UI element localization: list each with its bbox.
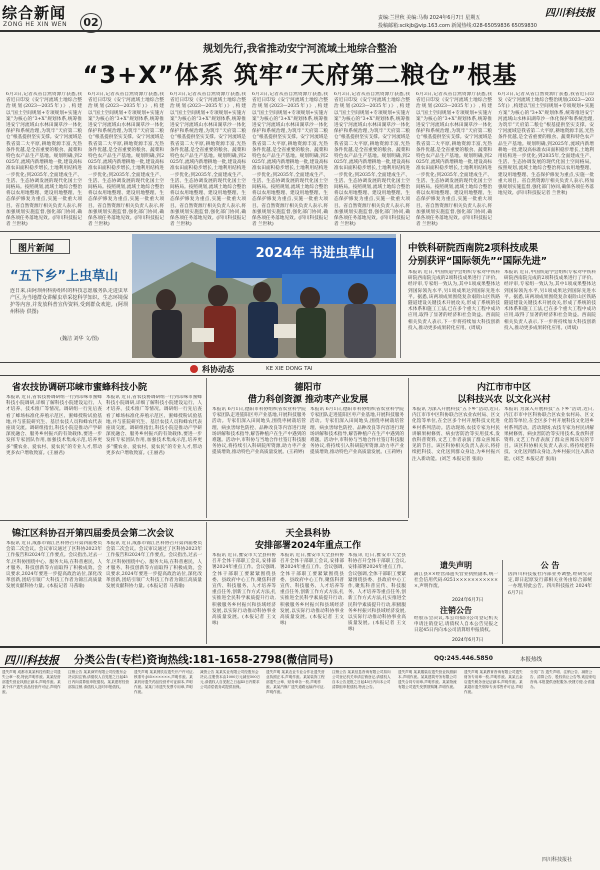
cancel-notice-title: 注销公告 — [440, 606, 472, 615]
article-1-body-col-1: 本报讯 近日,省农技协调研组一行到邛崃市蜜蜂科技小院调研,详细了解科技小院建设运行、人才培养、技术推广等情况。调研组一行先后查看了蜂场标准化养殖示范区、蜜蜂授粉试验基地,并与驻院研究生、基层农技人员和蜂农代表座谈交流。调研组指出,科技小院是推动产学研深度融合、服务乡村振兴的有效载体,要进一步发挥专家团队作用,加强技术集成示范,培养更多“懂农业、爱农村、爱农民”的专业人才,带动更多农户增收致富。(王丽君) — [6, 395, 102, 456]
loss-notice-body: 蒲江县××经营部遗失营业执照副本,统一社会信用代码:9251××××××××××××,声明作废。 — [414, 572, 498, 590]
section-title: 综合新闻 — [2, 4, 67, 22]
article-2-title: 德阳市 — [294, 383, 322, 393]
lead-headline: “3+X”体系 筑牢“天府第二粮仓”根基 — [82, 61, 518, 89]
news-photo — [132, 234, 396, 358]
divider — [400, 234, 401, 358]
crec-body-col-2: 本报讯 近日,中国铁道学会组织专家对中铁科研院西南院完成的2项科技成果进行了评价。经评审,专家组一致认为,其中1项成果整体达到国际领先水平,另1项成果达到国际先进水平。据悉,该两项成果围绕复杂艰险山区铁路隧道建设关键技术开展攻关,形成了系统的技术体系和施工工法,已在多个重大工程中成功应用,取得了显著的经济和社会效益。西南院相关负责人表示,下一步将持续加大科技创新投入,推动更多成果转化应用。(周斌) — [504, 270, 596, 331]
classified-grid — [2, 670, 598, 866]
article-1-title: 省农技协调研邛崃市蜜蜂科技小院 — [12, 383, 148, 393]
classified-column: 注销公告 某某信息咨询有限公司拟向公司登记机关申请注销登记,请债权人自本公告见报之日起45日内向本公司清算组申报债权,特此公告。 — [332, 670, 391, 689]
announce-body: 因四川科技报社内部业务调整,经研究决定,即日起原发行部相关业务由综合部统一办理,特此公告。四川科技报社 2024年6月7日 — [508, 572, 592, 596]
cancel-notice-body: 经股东会决议,本公司拟向公司登记机关申请注销登记,请债权人自本公告见报之日起45日内向本公司清算组申报债权。 — [414, 616, 498, 634]
crec-headline-1: 中铁科研院西南院2项科技成果 — [408, 243, 539, 254]
loss-notice-box — [412, 560, 500, 644]
crec-body-col-1: 本报讯 近日,中国铁道学会组织专家对中铁科研院西南院完成的2项科技成果进行了评价。经评审,专家组一致认为,其中1项成果整体达到国际领先水平,另1项成果达到国际先进水平。据悉,该两项成果围绕复杂艰险山区铁路隧道建设关键技术开展攻关,形成了系统的技术体系和施工工法,已在多个重大工程中成功应用,取得了显著的经济和社会效益。西南院相关负责人表示,下一步将持续加大科技创新投入,推动更多成果转化应用。(周斌) — [408, 270, 500, 331]
article-3-title: 内江市市中区 — [476, 383, 531, 393]
divider — [0, 520, 408, 521]
article-4-title: 锦江区科协召开第四届委员会第二次会议 — [12, 529, 175, 539]
classified-column: 分类广告 遗失声明、注销公告、减资公告、清算公告、股权转让公告等,欢迎来电咨询,本报提供登报服务,快捷方便,全省通办。 — [530, 670, 596, 689]
article-5-body-col-3: 本报讯 近日,雅安市天全县科协召开全体干部职工会议,安排部署2024年重点工作。会议强调,全体干部职工要紧紧围绕县委、县政府中心工作,聚焦科普宣传、科技服务、人才培养等重点任务,创新工作方式方法,扎实推进全民科学素质提升行动,积极服务乡村振兴和县域经济发展,以实际行动推动科协事业高质量发展。(本报记者 王文咏) — [348, 553, 406, 633]
cancel-notice-date: 2024年6月7日 — [452, 638, 484, 643]
classified-bar — [0, 651, 600, 668]
photo-news-caption: 连日来,由阿坝州科协组织的科技志愿服务队走进虫草产区,为当地群众讲解虫草采挖科学知识、生态环境保护等内容,并发放科普宣传资料,受到群众欢迎。(阿坝州科协 供图) — [10, 288, 128, 315]
classified-column: 遗失声明 某某餐饮店遗失开户许可证,核准号:J65××××××,声明作废。某某药房遗失药品经营许可证副本,声明作废。某某门市遗失发票专用章,声明作废。 — [134, 670, 194, 694]
lead-body-col-4: 6月3日,记者从省自然资源厅获悉,我省近日印发《安宁河流域土地综合整治规划(2023—2035年)》,构建以“国土空间规划+专项规划+实施方案”为核心的“3+X”规划体系,统筹推进安宁河流域山水林田湖草沙一体化保护和系统治理,为筑牢“天府第二粮仓”根基提供坚实支撑。安宁河流域是我省第二大平原,耕地资源丰富,光热条件优越,是全省重要的粮食、蔬菜和特色农产品生产基地。规划明确,到2025年,流域内新增耕地一批,建设高标准农田面积稳步增长,土地利用结构进一步优化;到2035年,全面建成生产、生活、生态协调发展的现代化国土空间格局。按照规划,流域土地综合整治将以农用地整理、建设用地整理、生态保护修复为重点,实施一批重大项目。省自然资源厅相关负责人表示,将加强规划实施监督,强化部门协同,确保各项任务落地见效。(四川科技报记者 兰世秋) — [252, 92, 328, 228]
announce-box — [506, 560, 594, 644]
classified-column: 遗失声明 某某教育咨询有限公司遗失财务专用章一枚,声明作废。某某五金店遗失税务登记证副本,声明作废。某某超市遗失烟草专卖零售许可证,声明作废。 — [464, 670, 523, 694]
notices-container — [412, 560, 594, 644]
classified-title: 分类公告(专栏)资询热线:181-1658-2798(微信同号) — [74, 654, 334, 666]
lead-kicker: 规划先行,我省推动安宁河流域土地综合整治 — [203, 44, 397, 55]
article-5-title: 天全县科协 — [285, 529, 331, 539]
article-3-body-col-2: 本报讯 为深入开展科技“五下乡”活动,近日,内江市市中区科协联合区农业农村局、区文化馆等单位,在全区多个村开展科技文化进乡村系列活动。活动现场,农技专家为村民讲解果树修剪、病虫害防治等实用技术,发放科普资料,文艺工作者表演了群众喜闻乐见的节目。该区科协相关负责人表示,将持续把科技、文化送到群众身边,为乡村振兴注入新动能。(刘芝 本报记者 张雨) — [504, 407, 594, 462]
article-4-body-col-2: 本报讯 近日,成都市锦江区科协召开第四届委员会第二次会议。会议审议通过了区科协2023年工作报告和2024年工作要点。会议指出,过去一年,区科协围绕中心、服务大局,在科普惠民、人才服务、科技创新等方面取得了积极成效。会议要求,2024年要进一步提高政治站位,深化改革创新,团结引领广大科技工作者为锦江高质量发展贡献科协力量。(本报记者 马茜瑜) — [106, 541, 202, 590]
article-5-body-col-1: 本报讯 近日,雅安市天全县科协召开全体干部职工会议,安排部署2024年重点工作。会议强调,全体干部职工要紧紧围绕县委、县政府中心工作,聚焦科普宣传、科技服务、人才培养等重点任务,创新工作方式方法,扎实推进全民科学素质提升行动,积极服务乡村振兴和县域经济发展,以实际行动推动科协事业高质量发展。(本报记者 王文咏) — [212, 553, 276, 627]
photo-news-title: “五下乡”上虫草山 — [10, 269, 119, 284]
masthead — [0, 0, 600, 34]
divider — [0, 646, 600, 648]
article-4-body-col-1: 本报讯 近日,成都市锦江区科协召开第四届委员会第二次会议。会议审议通过了区科协2023年工作报告和2024年工作要点。会议指出,过去一年,区科协围绕中心、服务大局,在科普惠民、人才服务、科技创新等方面取得了积极成效。会议要求,2024年要进一步提高政治站位,深化改革创新,团结引领广大科技工作者为锦江高质量发展贡献科协力量。(本报记者 马茜瑜) — [6, 541, 102, 590]
divider — [408, 378, 409, 518]
lead-body-col-6: 6月3日,记者从省自然资源厅获悉,我省近日印发《安宁河流域土地综合整治规划(2023—2035年)》,构建以“国土空间规划+专项规划+实施方案”为核心的“3+X”规划体系,统筹推进安宁河流域山水林田湖草沙一体化保护和系统治理,为筑牢“天府第二粮仓”根基提供坚实支撑。安宁河流域是我省第二大平原,耕地资源丰富,光热条件优越,是全省重要的粮食、蔬菜和特色农产品生产基地。规划明确,到2025年,流域内新增耕地一批,建设高标准农田面积稳步增长,土地利用结构进一步优化;到2035年,全面建成生产、生活、生态协调发展的现代化国土空间格局。按照规划,流域土地综合整治将以农用地整理、建设用地整理、生态保护修复为重点,实施一批重大项目。省自然资源厅相关负责人表示,将加强规划实施监督,强化部门协同,确保各项任务落地见效。(四川科技报记者 兰世秋) — [416, 92, 492, 228]
section-bar-pinyin: KE XIE DONG TAI — [266, 366, 313, 372]
divider — [206, 522, 207, 644]
lead-body-col-7: 6月3日,记者从省自然资源厅获悉,我省近日印发《安宁河流域土地综合整治规划(2023—2035年)》,构建以“国土空间规划+专项规划+实施方案”为核心的“3+X”规划体系,统筹推进安宁河流域山水林田湖草沙一体化保护和系统治理,为筑牢“天府第二粮仓”根基提供坚实支撑。安宁河流域是我省第二大平原,耕地资源丰富,光热条件优越,是全省重要的粮食、蔬菜和特色农产品生产基地。规划明确,到2025年,流域内新增耕地一批,建设高标准农田面积稳步增长,土地利用结构进一步优化;到2035年,全面建成生产、生活、生态协调发展的现代化国土空间格局。按照规划,流域土地综合整治将以农用地整理、建设用地整理、生态保护修复为重点,实施一批重大项目。省自然资源厅相关负责人表示,将加强规划实施监督,强化部门协同,确保各项任务落地见效。(四川科技报记者 兰世秋) — [498, 92, 594, 197]
divider — [0, 231, 600, 232]
article-2-body-col-1: 本报讯 6月1日,德阳市科协组织省农业科学院专家团队走进旌阳区枣产业基地,开展科技服务活动。专家们深入田间地头,围绕枣树栽培管理、病虫害绿色防控、品种改良等内容进行现场讲解和技术指导,解答种植户在生产中遇到的难题。活动中,市科协与当地合作社签订科技服务协议,将持续引入科研院所资源,助力枣产业提质增效,推动特色产业高质量发展。(王莉婷) — [212, 407, 306, 456]
divider — [502, 560, 503, 644]
loss-notice-date: 2024年6月7日 — [452, 598, 484, 603]
section-bar-icon — [190, 365, 198, 373]
crec-headline-2: 分别获评“国际领先”“国际先进” — [408, 256, 547, 267]
divider — [206, 378, 207, 518]
announce-title: 公 告 — [540, 561, 560, 570]
classified-qq: QQ:245.446.5850 — [434, 655, 493, 662]
article-5-body-col-2: 本报讯 近日,雅安市天全县科协召开全体干部职工会议,安排部署2024年重点工作。会议强调,全体干部职工要紧紧围绕县委、县政府中心工作,聚焦科普宣传、科技服务、人才培养等重点任务,创新工作方式方法,扎实推进全民科学素质提升行动,积极服务乡村振兴和县域经济发展,以实际行动推动科协事业高质量发展。(本报记者 王文咏) — [280, 553, 344, 627]
article-2-subtitle: 借力科创资源 推动枣产业发展 — [247, 395, 369, 405]
article-3-body-col-1: 本报讯 为深入开展科技“五下乡”活动,近日,内江市市中区科协联合区农业农村局、区文化馆等单位,在全区多个村开展科技文化进乡村系列活动。活动现场,农技专家为村民讲解果树修剪、病虫害防治等实用技术,发放科普资料,文艺工作者表演了群众喜闻乐见的节目。该区科协相关负责人表示,将持续把科技、文化送到群众身边,为乡村振兴注入新动能。(刘芝 本报记者 张雨) — [412, 407, 500, 462]
photo-news-label-box — [10, 239, 70, 254]
contact-line: 投稿邮箱:scikjb@vip.163.com 新闻热线:028-65059836 65059830 — [378, 23, 537, 29]
photo-news-label: 图片新闻 — [18, 244, 55, 254]
article-1-body-col-2: 本报讯 近日,省农技协调研组一行到邛崃市蜜蜂科技小院调研,详细了解科技小院建设运行、人才培养、技术推广等情况。调研组一行先后查看了蜂场标准化养殖示范区、蜜蜂授粉试验基地,并与驻院研究生、基层农技人员和蜂农代表座谈交流。调研组指出,科技小院是推动产学研深度融合、服务乡村振兴的有效载体,要进一步发挥专家团队作用,加强技术集成示范,培养更多“懂农业、爱农村、爱农民”的专业人才,带动更多农户增收致富。(王丽君) — [106, 395, 202, 456]
article-5-subtitle: 安排部署2024年重点工作 — [254, 541, 362, 551]
section-pinyin: ZONG HE XIN WEN — [3, 21, 68, 28]
lead-body-col-3: 6月3日,记者从省自然资源厅获悉,我省近日印发《安宁河流域土地综合整治规划(2023—2035年)》,构建以“国土空间规划+专项规划+实施方案”为核心的“3+X”规划体系,统筹推进安宁河流域山水林田湖草沙一体化保护和系统治理,为筑牢“天府第二粮仓”根基提供坚实支撑。安宁河流域是我省第二大平原,耕地资源丰富,光热条件优越,是全省重要的粮食、蔬菜和特色农产品生产基地。规划明确,到2025年,流域内新增耕地一批,建设高标准农田面积稳步增长,土地利用结构进一步优化;到2035年,全面建成生产、生活、生态协调发展的现代化国土空间格局。按照规划,流域土地综合整治将以农用地整理、建设用地整理、生态保护修复为重点,实施一批重大项目。省自然资源厅相关负责人表示,将加强规划实施监督,强化部门协同,确保各项任务落地见效。(四川科技报记者 兰世秋) — [170, 92, 246, 228]
classified-logo: 四川科技报 — [4, 654, 59, 667]
lead-body-col-1: 6月3日,记者从省自然资源厅获悉,我省近日印发《安宁河流域土地综合整治规划(2023—2035年)》,构建以“国土空间规划+专项规划+实施方案”为核心的“3+X”规划体系,统筹推进安宁河流域山水林田湖草沙一体化保护和系统治理,为筑牢“天府第二粮仓”根基提供坚实支撑。安宁河流域是我省第二大平原,耕地资源丰富,光热条件优越,是全省重要的粮食、蔬菜和特色农产品生产基地。规划明确,到2025年,流域内新增耕地一批,建设高标准农田面积稳步增长,土地利用结构进一步优化;到2035年,全面建成生产、生活、生态协调发展的现代化国土空间格局。按照规划,流域土地综合整治将以农用地整理、建设用地整理、生态保护修复为重点,实施一批重大项目。省自然资源厅相关负责人表示,将加强规划实施监督,强化部门协同,确保各项任务落地见效。(四川科技报记者 兰世秋) — [6, 92, 82, 228]
classified-side-text: 本报热线 — [520, 657, 543, 663]
page-number: 02 — [80, 13, 102, 33]
classified-column: 减资公告 某某实业有限公司经股东会决议,注册资本由1000万元减至500万元,请债权人自见报之日起45日内要求公司清偿债务或提供担保。 — [200, 670, 261, 689]
photo-news-credit: (魏洁 刘华 文/图) — [60, 336, 99, 342]
article-2-body-col-2: 本报讯 6月1日,德阳市科协组织省农业科学院专家团队走进旌阳区枣产业基地,开展科技服务活动。专家们深入田间地头,围绕枣树栽培管理、病虫害绿色防控、品种改良等内容进行现场讲解和技术指导,解答种植户在生产中遇到的难题。活动中,市科协与当地合作社签订科技服务协议,将持续引入科研院所资源,助力枣产业提质增效,推动特色产业高质量发展。(王莉婷) — [310, 407, 404, 456]
classified-column: 遗失声明 成都市某某科技有限公司遗失公章一枚,特此声明作废。某某经营部遗失营业执照正副本,声明作废。某某个体户遗失食品经营许可证,声明作废。 — [2, 670, 61, 694]
lead-body-col-5: 6月3日,记者从省自然资源厅获悉,我省近日印发《安宁河流域土地综合整治规划(2023—2035年)》,构建以“国土空间规划+专项规划+实施方案”为核心的“3+X”规划体系,统筹推进安宁河流域山水林田湖草沙一体化保护和系统治理,为筑牢“天府第二粮仓”根基提供坚实支撑。安宁河流域是我省第二大平原,耕地资源丰富,光热条件优越,是全省重要的粮食、蔬菜和特色农产品生产基地。规划明确,到2025年,流域内新增耕地一批,建设高标准农田面积稳步增长,土地利用结构进一步优化;到2035年,全面建成生产、生活、生态协调发展的现代化国土空间格局。按照规划,流域土地综合整治将以农用地整理、建设用地整理、生态保护修复为重点,实施一批重大项目。省自然资源厅相关负责人表示,将加强规划实施监督,强化部门协同,确保各项任务落地见效。(四川科技报记者 兰世秋) — [334, 92, 410, 228]
classified-footer: 四川科技报社 — [542, 857, 573, 863]
classified-column: 遗失声明 某某服装店遗失营业执照副本,声明作废。某某建筑劳务有限公司遗失合同专用章,声明作废。某某物流有限公司遗失发票领购簿,声明作废。 — [398, 670, 457, 689]
loss-notice-title: 遗失声明 — [440, 561, 472, 570]
photo-banner-text: 2024年 书进虫草山 — [255, 246, 375, 261]
classified-column: 遗失声明 某某农业专业合作社遗失营业执照正本,声明作废。某某装饰工程部遗失公章、财务章各一枚,声明作废。某某汽修厂遗失道路运输许可证,声明作废。 — [266, 670, 325, 694]
masthead-logo: 四川科技报 — [545, 8, 595, 19]
editor-line: 责编:兰世秋 美编:马梅 2024年6月7日 星期五 — [378, 15, 481, 21]
section-bar-label: 科协动态 — [202, 365, 234, 374]
lead-body-col-2: 6月3日,记者从省自然资源厅获悉,我省近日印发《安宁河流域土地综合整治规划(2023—2035年)》,构建以“国土空间规划+专项规划+实施方案”为核心的“3+X”规划体系,统筹推进安宁河流域山水林田湖草沙一体化保护和系统治理,为筑牢“天府第二粮仓”根基提供坚实支撑。安宁河流域是我省第二大平原,耕地资源丰富,光热条件优越,是全省重要的粮食、蔬菜和特色农产品生产基地。规划明确,到2025年,流域内新增耕地一批,建设高标准农田面积稳步增长,土地利用结构进一步优化;到2035年,全面建成生产、生活、生态协调发展的现代化国土空间格局。按照规划,流域土地综合整治将以农用地整理、建设用地整理、生态保护修复为重点,实施一批重大项目。省自然资源厅相关负责人表示,将加强规划实施监督,强化部门协同,确保各项任务落地见效。(四川科技报记者 兰世秋) — [88, 92, 164, 228]
section-bar — [0, 362, 600, 376]
classified-column: 注销公告 某某商贸有限公司经股东会决议拟注销,请债权人自见报之日起45日内向清算组申报债权。某某建材经营部拟注销,请债权人及时申报债权。 — [68, 670, 130, 689]
article-3-subtitle: 以科技兴农 以文化兴村 — [457, 395, 551, 405]
masthead-rule — [0, 30, 600, 32]
